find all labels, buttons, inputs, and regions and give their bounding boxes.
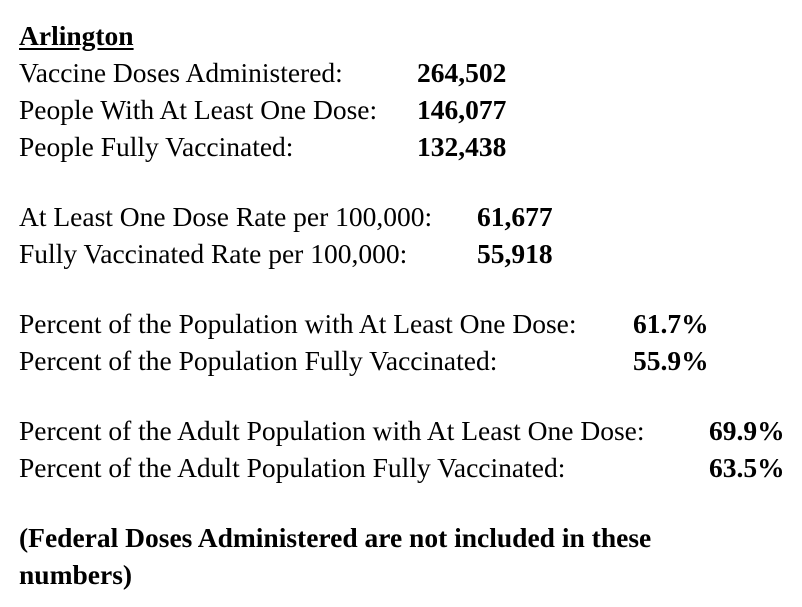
adult-one-dose-value: 69.9% (709, 415, 785, 446)
spacer (19, 272, 794, 305)
adult-fully-vaccinated-value: 63.5% (709, 452, 785, 483)
doses-administered-label: Vaccine Doses Administered: (19, 57, 343, 88)
at-least-one-dose-value: 146,077 (417, 94, 507, 125)
page-title: Arlington (19, 20, 134, 51)
spacer (19, 379, 794, 412)
adult-population-block (19, 412, 794, 486)
fully-vaccinated-value: 132,438 (417, 131, 507, 162)
population-one-dose-label: Percent of the Population with At Least One Dose: (19, 308, 577, 339)
adult-one-dose-label: Percent of the Adult Population with At Least One Dose: (19, 415, 645, 446)
at-least-one-dose-row (19, 91, 794, 128)
fully-vaccinated-rate-label: Fully Vaccinated Rate per 100,000: (19, 238, 408, 269)
doses-administered-row (19, 54, 794, 91)
fully-vaccinated-rate-value: 55,918 (477, 238, 553, 269)
population-fully-vaccinated-row (19, 342, 794, 379)
population-one-dose-value: 61.7% (633, 308, 709, 339)
population-block (19, 305, 794, 379)
population-fully-vaccinated-value: 55.9% (633, 345, 709, 376)
at-least-one-dose-label: People With At Least One Dose: (19, 94, 378, 125)
adult-fully-vaccinated-label: Percent of the Adult Population Fully Vaccinated: (19, 452, 566, 483)
vaccine-summary (19, 18, 794, 593)
rates-block (19, 198, 794, 272)
adult-fully-vaccinated-row (19, 449, 794, 486)
spacer (19, 165, 794, 198)
spacer (19, 486, 794, 519)
fully-vaccinated-label: People Fully Vaccinated: (19, 131, 294, 162)
fully-vaccinated-row (19, 128, 794, 165)
one-dose-rate-value: 61,677 (477, 201, 553, 232)
population-fully-vaccinated-label: Percent of the Population Fully Vaccinated: (19, 345, 498, 376)
doses-administered-value: 264,502 (417, 57, 507, 88)
one-dose-rate-row (19, 198, 794, 235)
doses-block (19, 54, 794, 165)
federal-doses-note: (Federal Doses Administered are not included in these numbers) (19, 522, 652, 590)
fully-vaccinated-rate-row (19, 235, 794, 272)
adult-one-dose-row (19, 412, 794, 449)
population-one-dose-row (19, 305, 794, 342)
one-dose-rate-label: At Least One Dose Rate per 100,000: (19, 201, 433, 232)
